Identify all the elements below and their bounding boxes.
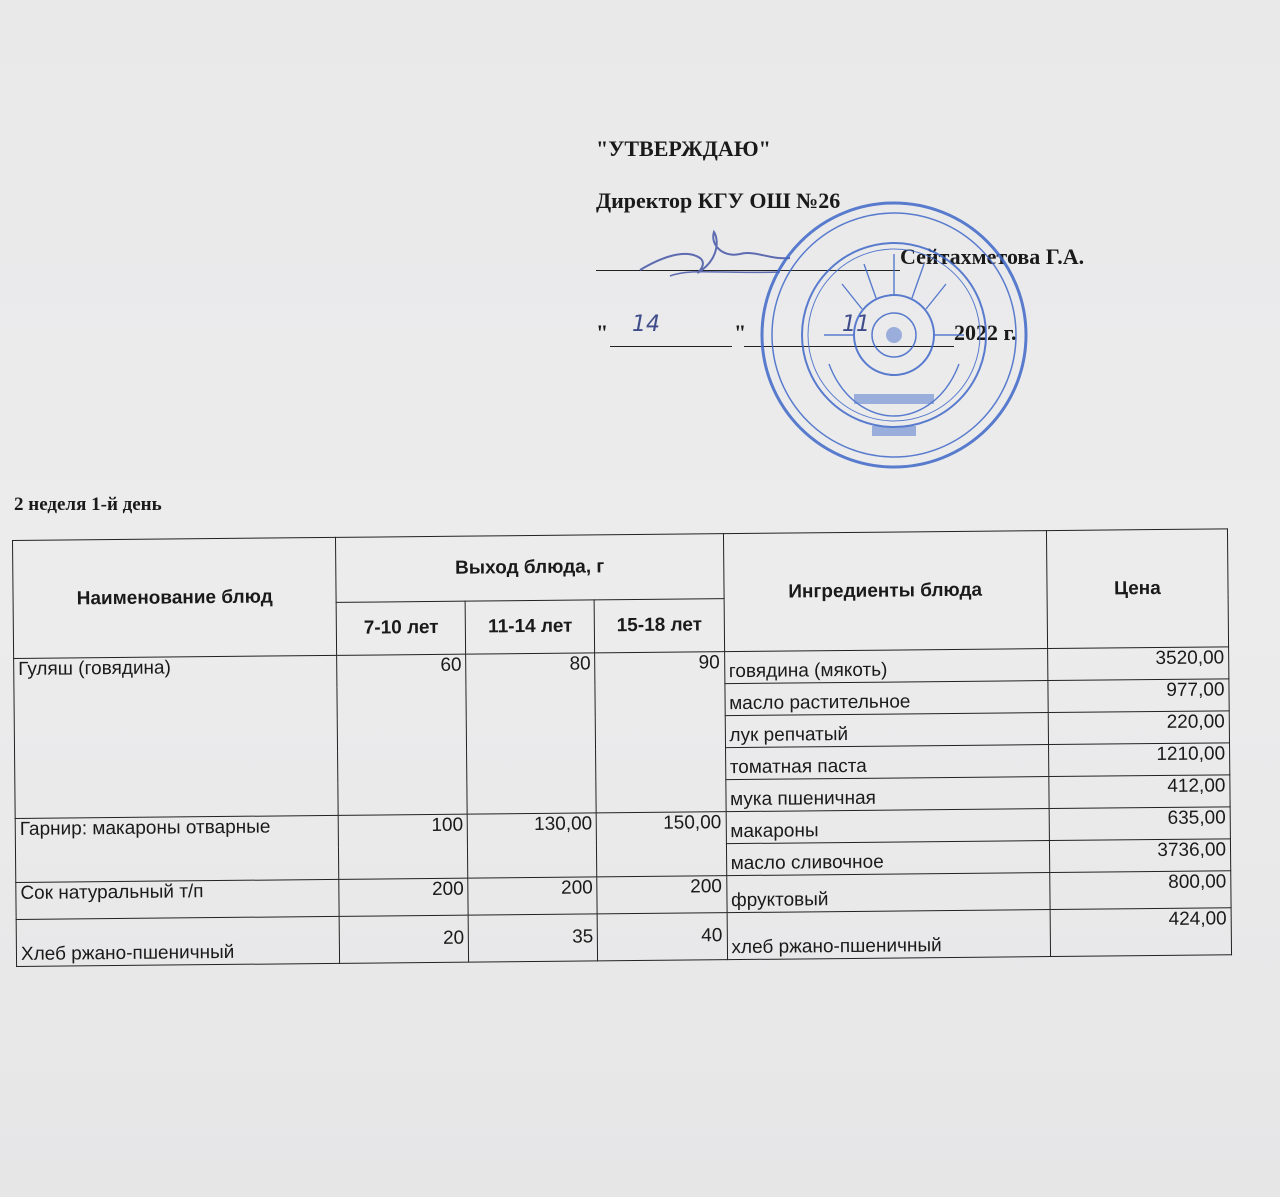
dish-name: Гуляш (говядина): [14, 655, 339, 818]
header-age-7-10: 7-10 лет: [336, 601, 466, 655]
output-11-14: 35: [468, 914, 598, 962]
director-title: Директор КГУ ОШ №26: [596, 188, 841, 213]
week-day-label: 2 неделя 1-й день: [14, 494, 162, 515]
ingredient-price: 412,00: [1049, 775, 1230, 809]
header-price: Цена: [1046, 529, 1228, 649]
output-15-18: 90: [595, 652, 726, 813]
ingredient-price: 1210,00: [1048, 743, 1229, 777]
ingredient-price: 635,00: [1049, 807, 1230, 841]
approval-title: "УТВЕРЖДАЮ": [596, 136, 771, 161]
ingredient-name: хлеб ржано-пшеничный: [727, 910, 1051, 960]
output-7-10: 20: [339, 915, 469, 963]
official-stamp-icon: [754, 194, 1034, 476]
header-dish: Наименование блюд: [13, 537, 337, 658]
ingredient-name: томатная паста: [725, 745, 1049, 780]
date-month: 11: [842, 312, 870, 337]
output-7-10: 100: [338, 814, 468, 879]
ingredient-name: лук репчатый: [725, 713, 1049, 748]
dish-name: Сок натуральный т/п: [16, 879, 340, 919]
header-age-11-14: 11-14 лет: [465, 600, 595, 654]
ingredient-price: 3520,00: [1047, 647, 1228, 681]
date-quote-close: ": [734, 320, 747, 345]
ingredient-price: 220,00: [1048, 711, 1229, 745]
date-day: 14: [632, 312, 660, 337]
output-15-18: 150,00: [597, 812, 727, 877]
date-year: 2022 г.: [954, 320, 1017, 345]
ingredient-name: говядина (мякоть): [724, 649, 1048, 684]
output-7-10: 200: [339, 878, 468, 916]
director-name: Сейтахметова Г.А.: [900, 244, 1085, 269]
ingredient-name: макароны: [726, 809, 1050, 844]
ingredient-price: 424,00: [1050, 908, 1232, 957]
ingredient-name: масло сливочное: [726, 841, 1050, 876]
header-ingredients: Ингредиенты блюда: [723, 531, 1047, 652]
ingredient-name: масло растительное: [724, 681, 1048, 716]
date-quote-open: ": [596, 320, 609, 345]
output-11-14: 80: [466, 653, 597, 814]
day-rule: [610, 346, 732, 347]
menu-table: [12, 528, 1232, 967]
ingredient-price: 800,00: [1050, 871, 1232, 910]
output-11-14: 130,00: [468, 813, 598, 878]
ingredient-price: 3736,00: [1049, 839, 1230, 873]
header-output: Выход блюда, г: [336, 534, 724, 603]
header-age-15-18: 15-18 лет: [595, 599, 725, 653]
ingredient-name: фруктовый: [726, 873, 1050, 913]
output-15-18: 40: [598, 913, 728, 961]
dish-name: Гарнир: макароны отварные: [15, 815, 339, 882]
dish-name: Хлеб ржано-пшеничный: [16, 916, 340, 966]
output-7-10: 60: [337, 654, 468, 815]
output-15-18: 200: [597, 876, 726, 914]
ingredient-name: мука пшеничная: [725, 777, 1049, 812]
ingredient-price: 977,00: [1048, 679, 1229, 713]
output-11-14: 200: [468, 877, 597, 915]
